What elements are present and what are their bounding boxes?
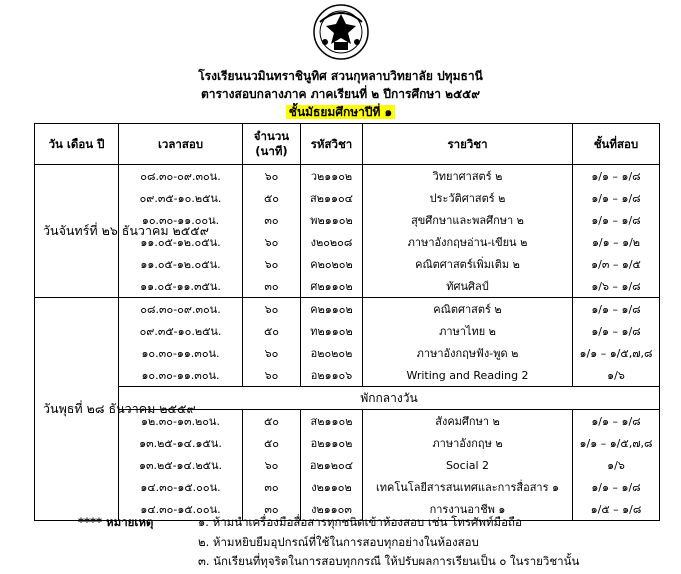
exam-minutes: ๕๐ — [243, 187, 301, 209]
exam-minutes: ๖๐ — [243, 165, 301, 188]
exam-code: ค๒๐๒๐๒ — [301, 253, 363, 275]
note-item: ๓. นักเรียนที่ทุจริตในการสอบทุกกรณี ให้ปรับผลการเรียนเป็น ๐ ในรายวิชานั้น — [198, 554, 580, 568]
exam-minutes: ๕๐ — [243, 410, 301, 433]
table-row — [35, 320, 660, 342]
note-item: ๑. ห้ามนำเครื่องมือสื่อสารทุกชนิดเข้าห้องสอบ เช่น โทรศัพท์มือถือ — [198, 515, 522, 529]
col-header-minutes: จำนวน (นาที) — [243, 124, 301, 165]
exam-subject: ภาษาอังกฤษอ่าน-เขียน ๒ — [363, 231, 573, 253]
exam-code: ง๒๑๑๐๒ — [301, 476, 363, 498]
school-name: โรงเรียนนวมินทราชินูทิศ สวนกุหลาบวิทยาลัย ปทุมธานี — [198, 69, 483, 83]
exam-code: ง๒๐๒๐๘ — [301, 231, 363, 253]
exam-rooms: ๑/๖ — [573, 454, 660, 476]
exam-code: ส๒๑๑๐๔ — [301, 187, 363, 209]
exam-time: ๐๘.๓๐-๐๙.๓๐น. — [119, 298, 243, 321]
exam-schedule-table — [34, 123, 660, 521]
exam-subject: สังคมศึกษา ๒ — [363, 410, 573, 433]
exam-subject: ทัศนศิลป์ — [363, 275, 573, 298]
exam-rooms: ๑/๑ – ๑/๕,๗,๘ — [573, 342, 660, 364]
exam-code: ค๒๑๑๐๒ — [301, 298, 363, 321]
exam-minutes: ๓๐ — [243, 498, 301, 521]
exam-code: ศ๒๑๑๐๒ — [301, 275, 363, 298]
exam-subject: คณิตศาสตร์ ๒ — [363, 298, 573, 321]
exam-rooms: ๑/๓ – ๑/๕ — [573, 253, 660, 275]
exam-minutes: ๖๐ — [243, 253, 301, 275]
col-header-date: วัน เดือน ปี — [35, 124, 119, 165]
exam-minutes: ๖๐ — [243, 231, 301, 253]
exam-time: ๑๒.๓๐-๑๓.๒๐น. — [119, 410, 243, 433]
exam-code: ส๒๑๑๐๒ — [301, 410, 363, 433]
exam-time: ๑๓.๒๕-๑๔.๒๕น. — [119, 454, 243, 476]
exam-minutes: ๓๐ — [243, 209, 301, 231]
exam-rooms: ๑/๑ – ๑/๕,๗,๘ — [573, 432, 660, 454]
day2-date: วันพุธที่ ๒๘ ธันวาคม ๒๕๕๙ — [35, 298, 119, 521]
exam-code: ง๒๑๑๐๓ — [301, 498, 363, 521]
exam-code: ว๒๑๑๐๒ — [301, 165, 363, 188]
exam-subject: Writing and Reading 2 — [363, 364, 573, 387]
grade-title — [0, 104, 681, 120]
exam-code: อ๒๑๑๐๖ — [301, 364, 363, 387]
exam-rooms: ๑/๕ – ๑/๘ — [573, 498, 660, 521]
exam-subject: วิทยาศาสตร์ ๒ — [363, 165, 573, 188]
table-row — [35, 364, 660, 387]
school-seal-logo — [310, 2, 372, 62]
exam-minutes: ๕๐ — [243, 320, 301, 342]
note-item: ๒. ห้ามหยิบยืมอุปกรณ์ที่ใช้ในการสอบทุกอย่างในห้องสอบ — [198, 535, 479, 549]
table-row — [35, 165, 660, 188]
exam-time: ๑๐.๓๐-๑๑.๐๐น. — [119, 209, 243, 231]
notes-title: **** หมายเหตุ — [78, 515, 154, 529]
exam-minutes: ๕๐ — [243, 432, 301, 454]
table-row — [35, 476, 660, 498]
exam-code: อ๒๐๒๐๒ — [301, 342, 363, 364]
exam-rooms: ๑/๑ – ๑/๘ — [573, 320, 660, 342]
exam-subject: ภาษาอังกฤษ ๒ — [363, 432, 573, 454]
table-row — [35, 454, 660, 476]
col-header-room: ชั้นที่สอบ — [573, 124, 660, 165]
col-header-time: เวลาสอบ — [119, 124, 243, 165]
grade-highlight: ชั้นมัธยมศึกษาปีที่ ๑ — [286, 105, 395, 119]
day1-date: วันจันทร์ที่ ๒๖ ธันวาคม ๒๕๕๙ — [35, 165, 119, 298]
exam-minutes: ๓๐ — [243, 476, 301, 498]
exam-time: ๐๘.๓๐-๐๙.๓๐น. — [119, 165, 243, 188]
exam-rooms: ๑/๑ – ๑/๘ — [573, 187, 660, 209]
exam-rooms: ๑/๑ – ๑/๒ — [573, 231, 660, 253]
exam-time: ๐๙.๓๕-๑๐.๒๕น. — [119, 320, 243, 342]
table-row — [35, 432, 660, 454]
exam-minutes: ๖๐ — [243, 454, 301, 476]
exam-code: พ๒๑๑๐๒ — [301, 209, 363, 231]
exam-rooms: ๑/๖ – ๑/๘ — [573, 275, 660, 298]
exam-time: ๑๐.๓๐-๑๑.๓๐น. — [119, 342, 243, 364]
exam-subject: ประวัติศาสตร์ ๒ — [363, 187, 573, 209]
exam-subject: เทคโนโลยีสารสนเทศและการสื่อสาร ๑ — [363, 476, 573, 498]
exam-minutes: ๖๐ — [243, 298, 301, 321]
col-header-code: รหัสวิชา — [301, 124, 363, 165]
exam-time: ๑๑.๐๕-๑๑.๓๕น. — [119, 275, 243, 298]
exam-rooms: ๑/๑ – ๑/๘ — [573, 165, 660, 188]
lunch-break-label: พักกลางวัน — [119, 387, 660, 410]
exam-time: ๑๓.๒๕-๑๔.๑๕น. — [119, 432, 243, 454]
exam-subject: Social 2 — [363, 454, 573, 476]
exam-minutes: ๖๐ — [243, 342, 301, 364]
table-row — [35, 275, 660, 298]
exam-rooms: ๑/๑ – ๑/๘ — [573, 298, 660, 321]
exam-code: อ๒๑๒๐๔ — [301, 454, 363, 476]
exam-subject: การงานอาชีพ ๑ — [363, 498, 573, 521]
exam-time: ๑๑.๐๕-๑๒.๐๕น. — [119, 231, 243, 253]
exam-subject: สุขศึกษาและพลศึกษา ๒ — [363, 209, 573, 231]
exam-rooms: ๑/๑ – ๑/๘ — [573, 410, 660, 433]
exam-subject: คณิตศาสตร์เพิ่มเติม ๒ — [363, 253, 573, 275]
table-row — [35, 187, 660, 209]
exam-rooms: ๑/๑ – ๑/๘ — [573, 209, 660, 231]
exam-time: ๐๙.๓๕-๑๐.๒๕น. — [119, 187, 243, 209]
exam-code: ท๒๑๑๐๒ — [301, 320, 363, 342]
schedule-title: ตารางสอบกลางภาค ภาคเรียนที่ ๒ ปีการศึกษา ๒๕๕๙ — [200, 87, 481, 101]
col-header-subject: รายวิชา — [363, 124, 573, 165]
exam-time: ๑๔.๓๐-๑๕.๐๐น. — [119, 498, 243, 521]
exam-rooms: ๑/๖ — [573, 364, 660, 387]
exam-minutes: ๖๐ — [243, 364, 301, 387]
table-row — [35, 298, 660, 321]
table-header-row — [35, 124, 660, 165]
exam-time: ๑๐.๓๐-๑๑.๓๐น. — [119, 364, 243, 387]
exam-rooms: ๑/๑ – ๑/๘ — [573, 476, 660, 498]
table-row — [35, 342, 660, 364]
exam-subject: ภาษาอังกฤษฟัง-พูด ๒ — [363, 342, 573, 364]
exam-subject: ภาษาไทย ๒ — [363, 320, 573, 342]
exam-time: ๑๔.๓๐-๑๕.๐๐น. — [119, 476, 243, 498]
exam-minutes: ๓๐ — [243, 275, 301, 298]
exam-time: ๑๑.๐๕-๑๒.๐๕น. — [119, 253, 243, 275]
exam-code: อ๒๑๑๐๒ — [301, 432, 363, 454]
table-row — [35, 253, 660, 275]
